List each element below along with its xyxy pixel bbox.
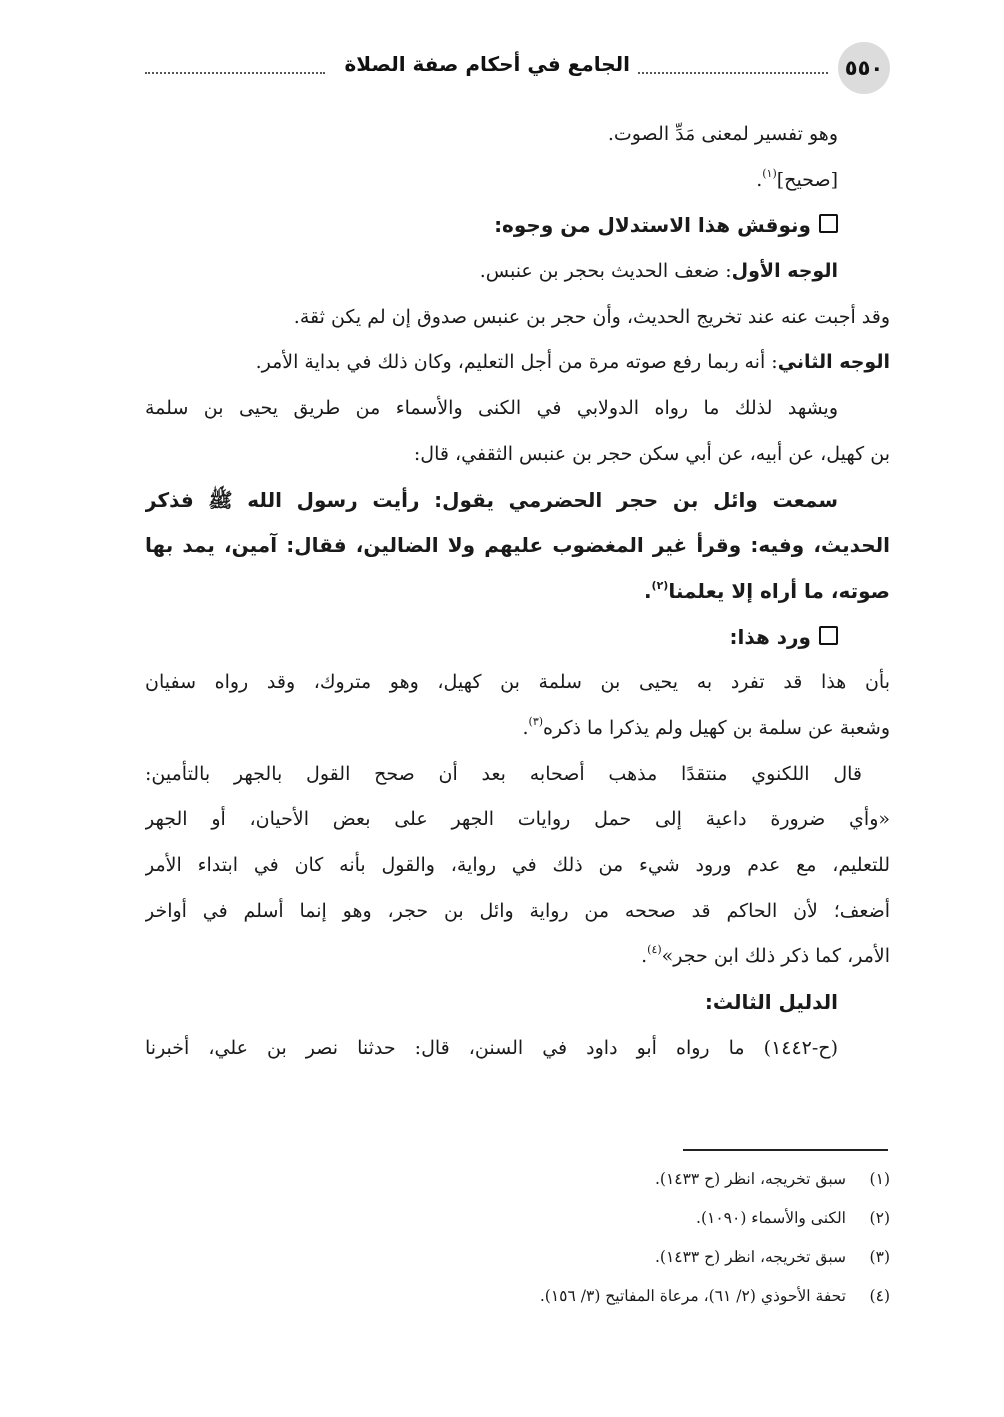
footnote-ref: (٢) (651, 578, 669, 592)
text-line: «وأي ضرورة داعية إلى حمل روايات الجهر على بعض الأحيان، أو الجهر (145, 808, 890, 831)
checkbox-square-icon (819, 626, 838, 645)
section-heading: ورد هذا: (145, 615, 890, 661)
text-line: ويشهد لذلك ما رواه الدولابي في الكنى والأسماء من طريق يحيى بن سلمة (145, 397, 838, 420)
text-line: وهو تفسير لمعنى مَدِّ الصوت. (607, 123, 838, 145)
text-line: (ح-١٤٤٢) ما رواه أبو داود في السنن، قال: حدثنا نصر بن علي، أخبرنا (145, 1036, 838, 1059)
footnote: (٣)سبق تخريجه، انظر (ح ١٤٣٣). (654, 1248, 890, 1266)
text-line: الوجه الأول: ضعف الحديث بحجر بن عنبس. (479, 260, 838, 283)
section-heading: الدليل الثالث: (704, 990, 838, 1015)
text-line: للتعليم، مع عدم ورود شيء من ذلك في رواية، والقول بأنه كان في ابتداء الأمر (145, 854, 890, 876)
header-dots-right (638, 72, 828, 74)
text-line: الأمر، كما ذكر ذلك ابن حجر»$^{(٤)}$. (641, 943, 890, 968)
page-header (145, 42, 890, 100)
footnote: (١)سبق تخريجه، انظر (ح ١٤٣٣). (654, 1170, 890, 1188)
running-title: الجامع في أحكام صفة الصلاة (344, 52, 630, 76)
footnote: (٢)الكنى والأسماء (١٠٩٠). (696, 1209, 890, 1227)
checkbox-square-icon (819, 214, 838, 233)
hadith-line: الحديث، وفيه: وقرأ غير المغضوب عليهم ولا الضالين، فقال: آمين، يمد بها (145, 533, 890, 558)
section-heading: ونوقش هذا الاستدلال من وجوه: (145, 203, 890, 249)
text-line: [صحيح]$^{(١)}$. (756, 166, 838, 191)
footnote-separator (683, 1149, 888, 1151)
text-line: أضعف؛ لأن الحاكم قد صححه من رواية وائل بن حجر، وهو إنما أسلم في أواخر (145, 899, 890, 922)
footnote-ref: (١) (762, 166, 777, 180)
text-line: وشعبة عن سلمة بن كهيل ولم يذكرا ما ذكره$^{(٣)}$. (522, 714, 890, 739)
hadith-line: سمعت وائل بن حجر الحضرمي يقول: رأيت رسول الله ﷺ فذكر (145, 487, 838, 512)
header-dots-left (145, 72, 325, 74)
page-number: ٥٥٠ (838, 42, 890, 94)
hadith-line: صوته، ما أراه إلا يعلمنا$^{(٢)}$. (643, 578, 890, 603)
text-line: وقد أجبت عنه عند تخريج الحديث، وأن حجر بن عنبس صدوق إن لم يكن ثقة. (293, 305, 890, 328)
footnote-ref: (٤) (647, 943, 662, 957)
text-line: قال اللكنوي منتقدًا مذهب أصحابه بعد أن صحح القول بالجهر بالتأمين: (145, 762, 862, 785)
footnotes (145, 1160, 890, 1316)
text-line: بأن هذا قد تفرد به يحيى بن سلمة بن كهيل، وهو متروك، وقد رواه سفيان (145, 671, 890, 694)
text-line: بن كهيل، عن أبيه، عن أبي سكن حجر بن عنبس الثقفي، قال: (413, 442, 890, 465)
body-text (145, 112, 890, 1071)
text-line: الوجه الثاني: أنه ربما رفع صوته مرة من أجل التعليم، وكان ذلك في بداية الأمر. (255, 351, 890, 374)
footnote: (٤)تحفة الأحوذي (٢/ ٦١)، مرعاة المفاتيح (٣/ ١٥٦). (539, 1287, 890, 1305)
footnote-ref: (٣) (528, 714, 544, 728)
